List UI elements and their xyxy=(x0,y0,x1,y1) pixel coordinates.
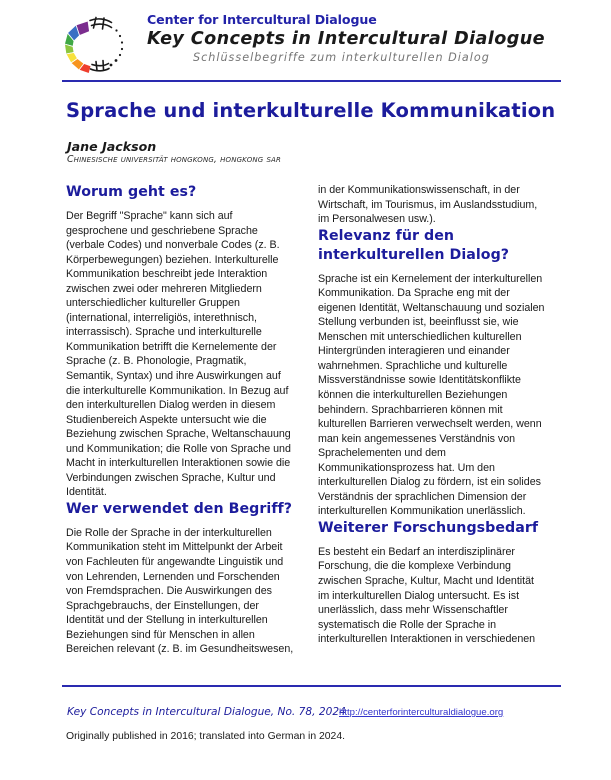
page-header xyxy=(62,10,562,78)
section-body-continuation: in der Kommunikationswissenschaft, in der Wirtschaft, im Tourismus, im Auslandsstudium, im Personalwesen usw.). xyxy=(318,184,538,226)
author-name: Jane Jackson xyxy=(67,139,157,154)
section-heading-wer-verwendet-den-begriff: Wer verwendet den Begriff? xyxy=(66,500,293,517)
footer-divider xyxy=(62,685,561,687)
section-body-relevanz: Sprache ist ein Kernelement der interkulturellen Kommunikation. Da Sprache eng mit der eigenen Identität, Weltanschauung und sozialen Stellung verbunden ist, beeinflusst sie, wie Menschen mit unterschiedlichen kulturellen Hintergründen interagieren und einander wahrnehmen. Sprachliche und kulturelle Missverständnisse sowie Identitätskonflikte können die interkulturellen Beziehungen behindern. Sprachbarrieren können mit kulturellen Barrieren verwechselt werden, wenn man kein angemessenes Verständnis von Sprachelementen und dem Kommunikationsprozess hat. Um den interkulturellen Dialog zu fördern, ist ein solides Verständnis der sprachlichen Dimension der interkulturellen Kommunikation unerlässlich. xyxy=(318,272,545,518)
header-text-block xyxy=(147,12,562,65)
cid-logo xyxy=(62,14,128,76)
section-body-worum-geht-es: Der Begriff "Sprache" kann sich auf gesprochene und geschriebene Sprache (verbale Codes) und nonverbale Codes (z. B. Körperbewegungen) beziehen. Interkulturelle Kommunikation beschreibt jede Interaktion zwischen zwei oder mehreren Mitgliedern unterschiedlicher kultureller Gruppen (international, interreligiös, interethnisch, interrassisch). Sprache und interkulturelle Kommunikation betrifft die Kernelemente der Sprache (z. B. Phonologie, Pragmatik, Semantik, Syntax) und ihre Auswirkungen auf die interkulturelle Kommunikation. In Bezug auf den interkulturellen Dialog werden in diesem Studienbereich Aspekte untersucht wie die Beziehung zwischen Sprache, Weltanschauung und Kommunikation; die Rolle von Sprache und Macht in interkulturellen Interaktionen sowie die Verbindungen zwischen Sprache, Kultur und Identität. xyxy=(66,210,291,499)
author-affiliation: Chinesische universität hongkong, hongkong sar xyxy=(67,154,281,165)
section-heading-weiterer-forschungsbedarf: Weiterer Forschungsbedarf xyxy=(318,519,539,536)
footer xyxy=(67,705,561,721)
column-left xyxy=(66,183,294,657)
section-body-wer-verwendet-den-begriff: Die Rolle der Sprache in der interkulturellen Kommunikation steht im Mittelpunkt der Arbeit von Fachleuten für angewandte Linguistik und von Lehrenden, Lernenden und Forschenden von Fremdsprachen. Die Auswirkungen des Sprachgebrauchs, der Einstellungen, der Identität und der Stellung in interkulturellen Beziehungen sind für Menschen in allen Bereichen relevant (z. B. im Gesundheitswesen, xyxy=(66,526,294,656)
footer-url-link[interactable]: http://centerforinterculturaldialogue.org xyxy=(339,707,504,718)
section-heading-worum-geht-es: Worum geht es? xyxy=(66,184,197,200)
section-body-weiterer-forschungsbedarf: Es besteht ein Bedarf an interdisziplinärer Forschung, die die komplexe Verbindung zwischen Sprache, Kultur, Macht und Identität im interkulturellen Dialog untersucht. Es ist unerlässlich, dass mehr Wissenschaftler systematisch die Rolle der Sprache in interkulturellen Interaktionen in verschiedenen xyxy=(318,545,536,646)
series-subtitle: Schlüsselbegriffe zum interkulturellen Dialog xyxy=(193,51,490,64)
organization-name: Center for Intercultural Dialogue xyxy=(147,12,377,27)
footer-publication-note: Originally published in 2016; translated into German in 2024. xyxy=(66,731,345,742)
page-title: Sprache und interkulturelle Kommunikation xyxy=(66,99,556,122)
series-title: Key Concepts in Intercultural Dialogue xyxy=(147,29,545,49)
column-right xyxy=(318,183,546,647)
header-divider xyxy=(62,80,561,82)
footer-citation: Key Concepts in Intercultural Dialogue, No. 78, 2024 xyxy=(67,706,346,718)
section-heading-relevanz: Relevanz für den interkulturellen Dialog? xyxy=(318,227,510,263)
